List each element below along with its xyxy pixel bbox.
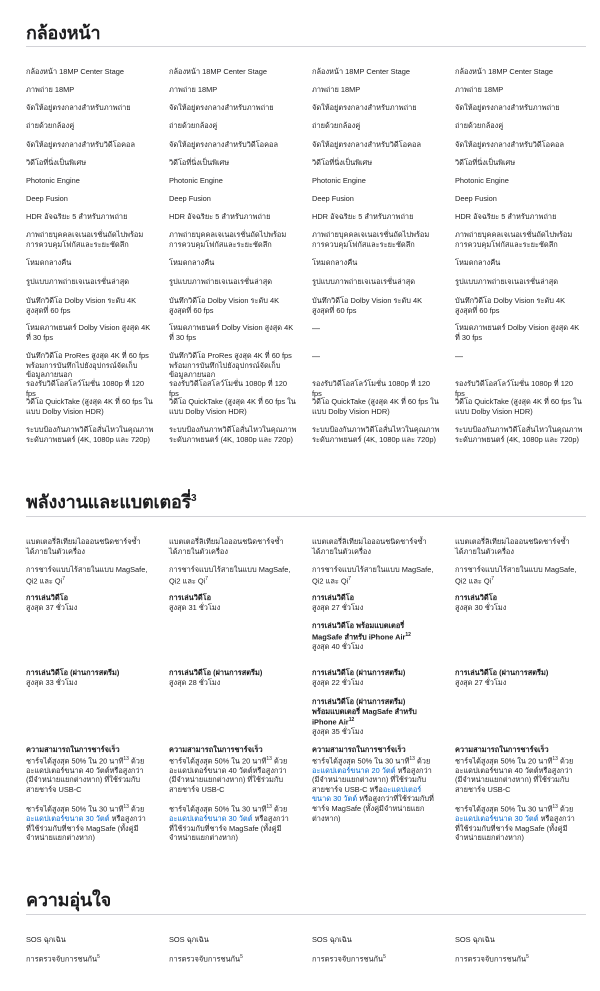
- footnote-ref[interactable]: 5: [526, 954, 529, 960]
- streaming-playback: [169, 668, 297, 687]
- magsafe-charge: [26, 803, 150, 843]
- magsafe-charge-text: ด้วย: [128, 804, 145, 814]
- video-playback-label: การเล่นวิดีโอ: [455, 593, 498, 602]
- spec-value: วิดีโอที่นิ่งเป็นพิเศษ: [312, 158, 373, 167]
- footnote-ref[interactable]: 12: [405, 631, 411, 638]
- video-playback-magsafe: [312, 621, 422, 651]
- adapter-30w-link[interactable]: อะแดปเตอร์ขนาด 30 วัตต์: [26, 814, 110, 824]
- streaming-value: สูงสุด 22 ชั่วโมง: [312, 677, 364, 687]
- battery-type: แบตเตอรี่ลิเทียมไอออนชนิดชาร์จซ้ำได้ภายในตัวเครื่อง: [455, 537, 570, 556]
- fast-charge-text: ด้วยอะแดปเตอร์ขนาด 40 วัตต์หรือสูงกว่า (มีจำหน่ายแยกต่างหาก) ที่ใช้ร่วมกับสายชาร์จ USB-C: [455, 756, 574, 794]
- adapter-30w-link[interactable]: อะแดปเตอร์ขนาด 30 วัตต์: [312, 784, 422, 804]
- video-playback: [455, 593, 583, 612]
- streaming-magsafe-label: การเล่นวิดีโอ (ผ่านการสตรีม) พร้อมแบตเตอรี่ MagSafe สำหรับ iPhone Air$^{12}$: [312, 697, 417, 727]
- spec-value: บันทึกวิดีโอ Dolby Vision ระดับ 4K สูงสุดที่ 60 fps: [312, 296, 423, 315]
- spec-value: ระบบป้องกันภาพวิดีโอสั่นไหวในคุณภาพระดับภาพยนตร์ (4K, 1080p และ 720p): [455, 425, 583, 444]
- footnote-ref[interactable]: 13: [266, 804, 272, 810]
- spec-value: โหมดกลางคืน: [169, 258, 215, 267]
- video-playback-value: สูงสุด 30 ชั่วโมง: [455, 602, 507, 612]
- crash-detection-text: การตรวจจับการชนกัน: [26, 954, 98, 964]
- crash-detection: [26, 953, 146, 964]
- sos-emergency: SOS ฉุกเฉิน: [455, 935, 495, 944]
- spec-value: ภาพถ่าย 18MP: [26, 85, 75, 94]
- footnote-ref[interactable]: 3: [191, 493, 197, 504]
- section-title-front-camera: กล้องหน้า: [26, 23, 101, 43]
- battery-type: แบตเตอรี่ลิเทียมไอออนชนิดชาร์จซ้ำได้ภายในตัวเครื่อง: [312, 537, 427, 556]
- fast-charge-text: หรือสูงกว่า (มีจำหน่ายแยกต่างหาก) ที่ใช้ร่วมกับสายชาร์จ USB-C หรือ: [312, 765, 432, 794]
- spec-value: ระบบป้องกันภาพวิดีโอสั่นไหวในคุณภาพระดับภาพยนตร์ (4K, 1080p และ 720p): [26, 425, 154, 444]
- spec-value: โหมดภาพยนตร์ Dolby Vision สูงสุด 4K ที่ 30 fps: [455, 323, 580, 342]
- fast-charge-text: ด้วยอะแดปเตอร์ขนาด 40 วัตต์หรือสูงกว่า (มีจำหน่ายแยกต่างหาก) ที่ใช้ร่วมกับสายชาร์จ USB-C: [26, 756, 145, 794]
- crash-detection-text: การตรวจจับการชนกัน: [169, 954, 241, 964]
- spec-value: วิดีโอที่นิ่งเป็นพิเศษ: [26, 158, 87, 167]
- footnote-ref[interactable]: 13: [266, 755, 272, 762]
- streaming-playback: [312, 668, 440, 687]
- spec-value: ถ่ายด้วยกล้องคู่: [455, 121, 504, 130]
- spec-value: จัดให้อยู่ตรงกลางสำหรับภาพถ่าย: [312, 103, 417, 112]
- video-playback-value: สูงสุด 27 ชั่วโมง: [312, 602, 364, 612]
- spec-value: กล้องหน้า 18MP Center Stage: [312, 67, 410, 76]
- video-playback: [169, 593, 297, 612]
- spec-value: บันทึกวิดีโอ ProRes สูงสุด 4K ที่ 60 fps พร้อมการบันทึกไปยังอุปกรณ์จัดเก็บข้อมูลภายนอก: [26, 351, 149, 380]
- footnote-ref[interactable]: 7: [348, 575, 352, 582]
- spec-value: ภาพถ่าย 18MP: [312, 85, 361, 94]
- wireless-text: การชาร์จแบบไร้สายในแบบ MagSafe, Qi2 และ Qi: [26, 565, 148, 586]
- video-playback-label: การเล่นวิดีโอ: [312, 593, 355, 602]
- video-magsafe-value: สูงสุด 40 ชั่วโมง: [312, 641, 364, 651]
- video-playback: [26, 593, 154, 612]
- magsafe-charge: [455, 803, 579, 843]
- sos-emergency: SOS ฉุกเฉิน: [169, 935, 209, 944]
- streaming-playback: [26, 668, 154, 687]
- footnote-ref[interactable]: 5: [240, 954, 243, 960]
- wireless-charging: [26, 565, 154, 586]
- spec-value: รูปแบบภาพถ่ายเจเนอเรชั่นล่าสุด: [26, 277, 130, 286]
- spec-value: ภาพถ่าย 18MP: [169, 85, 218, 94]
- spec-value: วิดีโอ QuickTake (สูงสุด 4K ที่ 60 fps ในแบบ Dolby Vision HDR): [312, 397, 439, 416]
- streaming-value: สูงสุด 28 ชั่วโมง: [169, 677, 221, 687]
- streaming-label: การเล่นวิดีโอ (ผ่านการสตรีม): [455, 668, 549, 677]
- spec-value: จัดให้อยู่ตรงกลางสำหรับภาพถ่าย: [26, 103, 131, 112]
- magsafe-charge-text: หรือสูงกว่าที่ใช้ร่วมกับที่ชาร์จ MagSafe (ทั้งคู่มีจำหน่ายแยกต่างหาก): [169, 814, 289, 843]
- spec-value: ระบบป้องกันภาพวิดีโอสั่นไหวในคุณภาพระดับภาพยนตร์ (4K, 1080p และ 720p): [312, 425, 440, 444]
- spec-value: จัดให้อยู่ตรงกลางสำหรับภาพถ่าย: [169, 103, 274, 112]
- spec-value: ภาพถ่ายบุคคลเจเนอเรชั่นถัดไปพร้อมการควบคุมโฟกัสและระยะชัดลึก: [26, 230, 144, 249]
- spec-value: กล้องหน้า 18MP Center Stage: [169, 67, 267, 76]
- spec-value: ถ่ายด้วยกล้องคู่: [312, 121, 361, 130]
- spec-value: Deep Fusion: [312, 194, 354, 203]
- spec-value: วิดีโอที่นิ่งเป็นพิเศษ: [169, 158, 230, 167]
- spec-value: โหมดภาพยนตร์ Dolby Vision สูงสุด 4K ที่ 30 fps: [169, 323, 294, 342]
- spec-value: บันทึกวิดีโอ ProRes สูงสุด 4K ที่ 60 fps พร้อมการบันทึกไปยังอุปกรณ์จัดเก็บข้อมูลภายนอก: [169, 351, 292, 380]
- spec-value: Photonic Engine: [26, 176, 80, 185]
- spec-value: บันทึกวิดีโอ Dolby Vision ระดับ 4K สูงสุดที่ 60 fps: [169, 296, 280, 315]
- battery-title-text: พลังงานและแบตเตอรี่: [26, 492, 192, 512]
- footnote-ref[interactable]: 7: [491, 575, 495, 582]
- section-title-peace-of-mind: ความอุ่นใจ: [26, 890, 111, 910]
- spec-value: รูปแบบภาพถ่ายเจเนอเรชั่นล่าสุด: [312, 277, 416, 286]
- video-playback-value: สูงสุด 37 ชั่วโมง: [26, 602, 78, 612]
- spec-value: วิดีโอ QuickTake (สูงสุด 4K ที่ 60 fps ในแบบ Dolby Vision HDR): [26, 397, 153, 416]
- spec-value: Photonic Engine: [169, 176, 223, 185]
- footnote-ref[interactable]: 12: [348, 717, 355, 724]
- adapter-20w-link[interactable]: อะแดปเตอร์ขนาด 20 วัตต์: [312, 765, 396, 775]
- sos-emergency: SOS ฉุกเฉิน: [26, 935, 66, 944]
- spec-value: จัดให้อยู่ตรงกลางสำหรับวิดีโอคอล: [169, 140, 278, 149]
- spec-value: โหมดกลางคืน: [455, 258, 501, 267]
- spec-value: กล้องหน้า 18MP Center Stage: [26, 67, 124, 76]
- video-playback-label: การเล่นวิดีโอ: [26, 593, 69, 602]
- streaming-label: การเล่นวิดีโอ (ผ่านการสตรีม): [169, 668, 263, 677]
- spec-value: Photonic Engine: [455, 176, 509, 185]
- footnote-ref[interactable]: 13: [552, 804, 558, 810]
- spec-value: HDR อัจฉริยะ 5 สำหรับภาพถ่าย: [169, 212, 271, 221]
- footnote-ref[interactable]: 13: [552, 755, 558, 762]
- adapter-30w-link[interactable]: อะแดปเตอร์ขนาด 30 วัตต์: [455, 814, 539, 824]
- spec-value: โหมดกลางคืน: [26, 258, 72, 267]
- wireless-text: การชาร์จแบบไร้สายในแบบ MagSafe, Qi2 และ Qi: [455, 565, 577, 586]
- streaming-value: สูงสุด 33 ชั่วโมง: [26, 677, 78, 687]
- divider: [26, 914, 586, 915]
- fast-charge-text: ชาร์จได้สูงสุด 50% ใน 30 นาที: [312, 756, 410, 766]
- spec-value: รองรับวิดีโอสโลว์โมชั่น 1080p ที่ 120 fps: [169, 379, 288, 398]
- magsafe-charge-text: ชาร์จได้สูงสุด 50% ใน 30 นาที: [169, 804, 267, 814]
- fast-charge-label: ความสามารถในการชาร์จเร็ว: [455, 745, 549, 754]
- spec-value: ระบบป้องกันภาพวิดีโอสั่นไหวในคุณภาพระดับภาพยนตร์ (4K, 1080p และ 720p): [169, 425, 297, 444]
- crash-detection: [169, 953, 289, 964]
- footnote-ref[interactable]: 13: [123, 804, 129, 810]
- spec-value: ภาพถ่าย 18MP: [455, 85, 504, 94]
- spec-value: รองรับวิดีโอสโลว์โมชั่น 1080p ที่ 120 fps: [312, 379, 431, 398]
- spec-value: Deep Fusion: [455, 194, 497, 203]
- streaming-magsafe-value: สูงสุด 35 ชั่วโมง: [312, 727, 364, 737]
- spec-value: จัดให้อยู่ตรงกลางสำหรับวิดีโอคอล: [455, 140, 564, 149]
- spec-value: รองรับวิดีโอสโลว์โมชั่น 1080p ที่ 120 fps: [26, 379, 145, 398]
- crash-detection: [455, 953, 575, 964]
- streaming-value: สูงสุด 27 ชั่วโมง: [455, 677, 507, 687]
- spec-value: บันทึกวิดีโอ Dolby Vision ระดับ 4K สูงสุดที่ 60 fps: [455, 296, 566, 315]
- crash-detection-text: การตรวจจับการชนกัน: [312, 954, 384, 964]
- footnote-ref[interactable]: 13: [123, 755, 129, 762]
- spec-value: โหมดภาพยนตร์ Dolby Vision สูงสุด 4K ที่ 30 fps: [26, 323, 151, 342]
- fast-charge-air: [312, 745, 436, 823]
- spec-value: HDR อัจฉริยะ 5 สำหรับภาพถ่าย: [455, 212, 557, 221]
- battery-type: แบตเตอรี่ลิเทียมไอออนชนิดชาร์จซ้ำได้ภายในตัวเครื่อง: [26, 537, 141, 556]
- wireless-charging: [455, 565, 583, 586]
- spec-value: บันทึกวิดีโอ Dolby Vision ระดับ 4K สูงสุดที่ 60 fps: [26, 296, 137, 315]
- video-playback-label: การเล่นวิดีโอ: [169, 593, 212, 602]
- wireless-charging: [169, 565, 297, 586]
- fast-charge-text: ชาร์จได้สูงสุด 50% ใน 20 นาที: [26, 756, 124, 766]
- fast-charge-label: ความสามารถในการชาร์จเร็ว: [169, 745, 263, 754]
- divider: [26, 516, 586, 517]
- magsafe-charge-text: หรือสูงกว่าที่ใช้ร่วมกับที่ชาร์จ MagSafe (ทั้งคู่มีจำหน่ายแยกต่างหาก): [455, 814, 575, 843]
- fast-charge: [455, 745, 579, 794]
- fast-charge-text: ชาร์จได้สูงสุด 50% ใน 20 นาที: [455, 756, 553, 766]
- fast-charge-label: ความสามารถในการชาร์จเร็ว: [312, 745, 406, 754]
- streaming-playback: [455, 668, 583, 687]
- magsafe-charge-text: ด้วย: [557, 804, 574, 814]
- spec-value: โหมดกลางคืน: [312, 258, 358, 267]
- spec-dash: —: [312, 352, 320, 361]
- fast-charge-text: ด้วยอะแดปเตอร์ขนาด 40 วัตต์หรือสูงกว่า (มีจำหน่ายแยกต่างหาก) ที่ใช้ร่วมกับสายชาร์จ USB-C: [169, 756, 288, 794]
- magsafe-charge-text: ด้วย: [271, 804, 288, 814]
- spec-dash: —: [455, 352, 463, 361]
- spec-value: รองรับวิดีโอสโลว์โมชั่น 1080p ที่ 120 fps: [455, 379, 574, 398]
- section-title-battery: [26, 487, 196, 516]
- spec-value: จัดให้อยู่ตรงกลางสำหรับวิดีโอคอล: [26, 140, 135, 149]
- wireless-text: การชาร์จแบบไร้สายในแบบ MagSafe, Qi2 และ Qi: [169, 565, 291, 586]
- streaming-label: การเล่นวิดีโอ (ผ่านการสตรีม): [26, 668, 120, 677]
- video-playback-value: สูงสุด 31 ชั่วโมง: [169, 602, 221, 612]
- footnote-ref[interactable]: 7: [62, 575, 66, 582]
- crash-detection-text: การตรวจจับการชนกัน: [455, 954, 527, 964]
- spec-value: Photonic Engine: [312, 176, 366, 185]
- spec-value: HDR อัจฉริยะ 5 สำหรับภาพถ่าย: [312, 212, 414, 221]
- spec-value: วิดีโอที่นิ่งเป็นพิเศษ: [455, 158, 516, 167]
- spec-value: รูปแบบภาพถ่ายเจเนอเรชั่นล่าสุด: [455, 277, 559, 286]
- spec-value: Deep Fusion: [26, 194, 68, 203]
- footnote-ref[interactable]: 7: [205, 575, 209, 582]
- battery-type: แบตเตอรี่ลิเทียมไอออนชนิดชาร์จซ้ำได้ภายในตัวเครื่อง: [169, 537, 284, 556]
- fast-charge: [169, 745, 293, 794]
- video-magsafe-label: การเล่นวิดีโอ พร้อมแบตเตอรี่ MagSafe สำหรับ iPhone Air$^{12}$: [312, 621, 411, 642]
- streaming-playback-magsafe: [312, 697, 422, 737]
- spec-value: ถ่ายด้วยกล้องคู่: [169, 121, 218, 130]
- spec-value: จัดให้อยู่ตรงกลางสำหรับวิดีโอคอล: [312, 140, 421, 149]
- footnote-ref[interactable]: 5: [97, 954, 100, 960]
- magsafe-charge-text: หรือสูงกว่าที่ใช้ร่วมกับที่ชาร์จ MagSafe (ทั้งคู่มีจำหน่ายแยกต่างหาก): [26, 814, 146, 843]
- wireless-charging: [312, 565, 440, 586]
- magsafe-charge: [169, 803, 293, 843]
- footnote-ref[interactable]: 13: [409, 755, 415, 762]
- wireless-text: การชาร์จแบบไร้สายในแบบ MagSafe, Qi2 และ Qi: [312, 565, 434, 586]
- sos-emergency: SOS ฉุกเฉิน: [312, 935, 352, 944]
- footnote-ref[interactable]: 5: [383, 954, 386, 960]
- fast-charge-label: ความสามารถในการชาร์จเร็ว: [26, 745, 120, 754]
- magsafe-charge-text: ชาร์จได้สูงสุด 50% ใน 30 นาที: [26, 804, 124, 814]
- spec-dash: —: [312, 324, 320, 333]
- spec-value: ถ่ายด้วยกล้องคู่: [26, 121, 75, 130]
- adapter-30w-link[interactable]: อะแดปเตอร์ขนาด 30 วัตต์: [169, 814, 253, 824]
- spec-value: Deep Fusion: [169, 194, 211, 203]
- spec-value: กล้องหน้า 18MP Center Stage: [455, 67, 553, 76]
- spec-value: วิดีโอ QuickTake (สูงสุด 4K ที่ 60 fps ในแบบ Dolby Vision HDR): [169, 397, 296, 416]
- fast-charge-text: ด้วย: [414, 756, 431, 766]
- video-playback: [312, 593, 440, 612]
- fast-charge-text: ชาร์จได้สูงสุด 50% ใน 20 นาที: [169, 756, 267, 766]
- fast-charge-text: หรือสูงกว่าที่ใช้ร่วมกับที่ชาร์จ MagSafe (ทั้งคู่มีจำหน่ายแยกต่างหาก): [312, 794, 434, 823]
- spec-value: ภาพถ่ายบุคคลเจเนอเรชั่นถัดไปพร้อมการควบคุมโฟกัสและระยะชัดลึก: [312, 230, 430, 249]
- spec-value: HDR อัจฉริยะ 5 สำหรับภาพถ่าย: [26, 212, 128, 221]
- spec-value: จัดให้อยู่ตรงกลางสำหรับภาพถ่าย: [455, 103, 560, 112]
- divider: [26, 46, 586, 47]
- crash-detection: [312, 953, 432, 964]
- spec-value: ภาพถ่ายบุคคลเจเนอเรชั่นถัดไปพร้อมการควบคุมโฟกัสและระยะชัดลึก: [455, 230, 573, 249]
- spec-value: วิดีโอ QuickTake (สูงสุด 4K ที่ 60 fps ในแบบ Dolby Vision HDR): [455, 397, 582, 416]
- magsafe-charge-text: ชาร์จได้สูงสุด 50% ใน 30 นาที: [455, 804, 553, 814]
- spec-value: ภาพถ่ายบุคคลเจเนอเรชั่นถัดไปพร้อมการควบคุมโฟกัสและระยะชัดลึก: [169, 230, 287, 249]
- spec-value: รูปแบบภาพถ่ายเจเนอเรชั่นล่าสุด: [169, 277, 273, 286]
- fast-charge: [26, 745, 150, 794]
- streaming-label: การเล่นวิดีโอ (ผ่านการสตรีม): [312, 668, 406, 677]
